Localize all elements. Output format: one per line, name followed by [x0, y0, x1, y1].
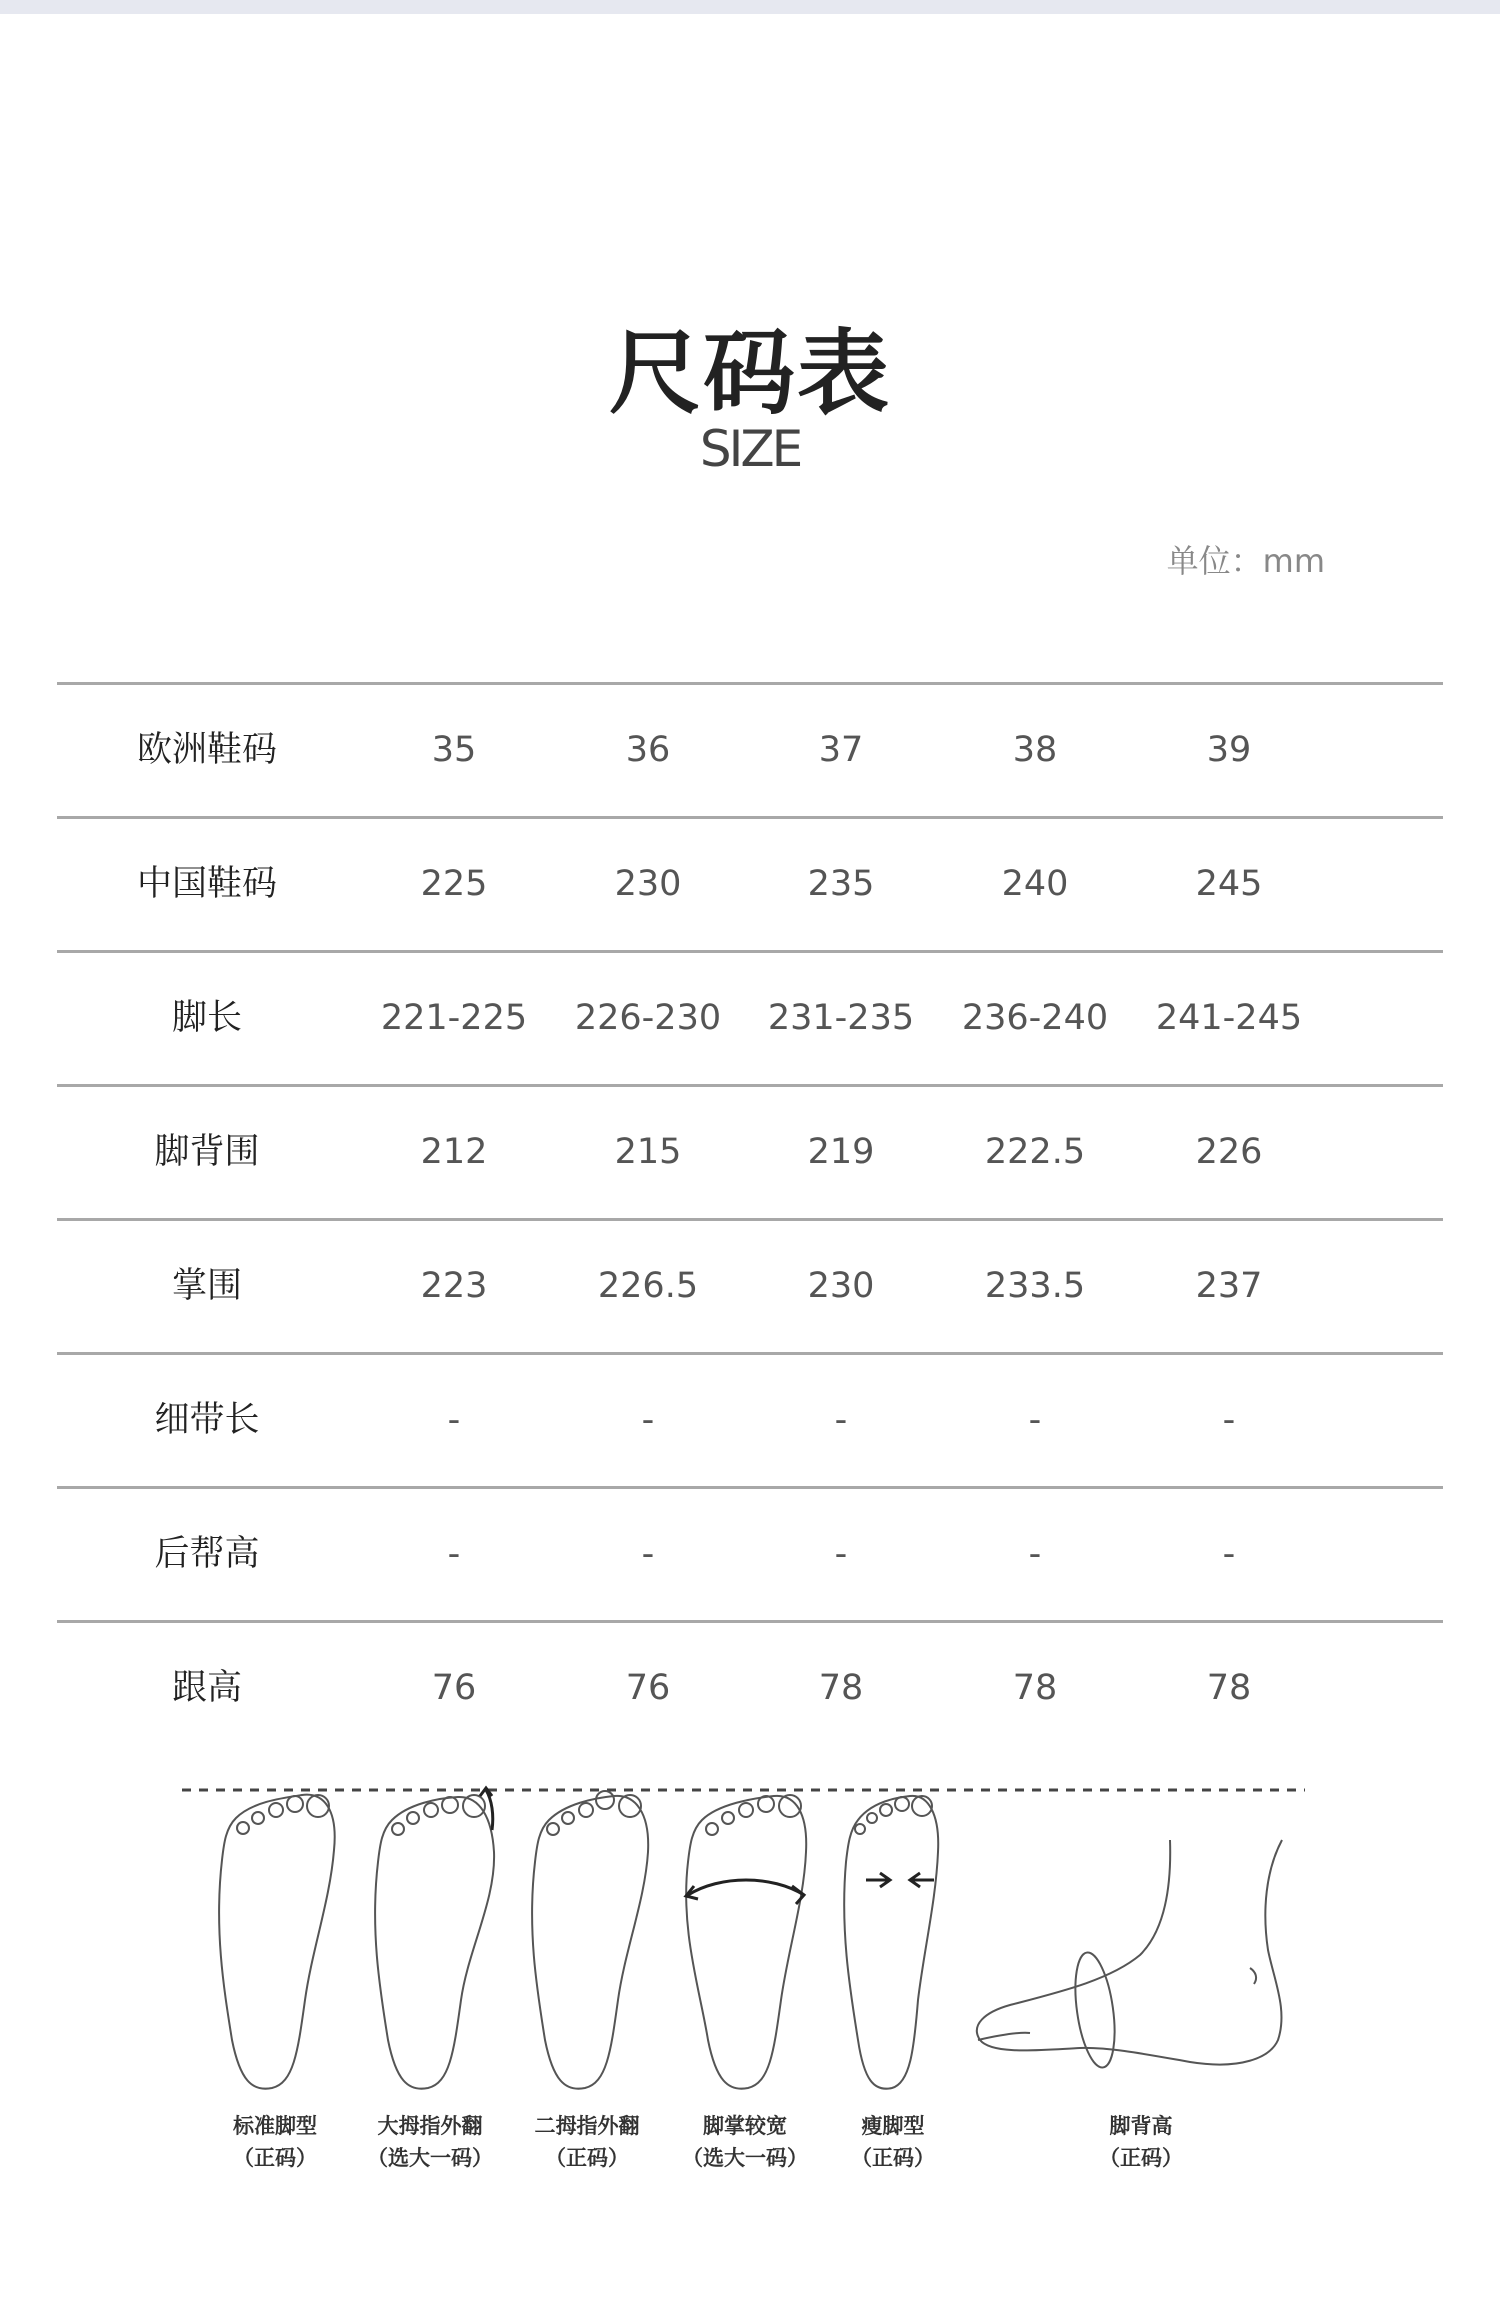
table-row-heel-counter — [57, 1486, 1443, 1620]
standard-foot-icon — [219, 1795, 335, 2089]
table-cell: 226-230 — [574, 998, 722, 1038]
unit-label: 单位：mm — [1166, 542, 1325, 580]
foot-type-label: 二拇指外翻 （正码） — [534, 2114, 640, 2170]
foot-type-label: 脚掌较宽 （选大一码） — [682, 2114, 808, 2170]
table-cell: 36 — [625, 730, 671, 770]
table-cell: 76 — [431, 1668, 477, 1708]
table-cell: - — [447, 1400, 461, 1440]
table-cell: 226 — [1195, 1132, 1263, 1172]
table-row-foot-length — [57, 950, 1443, 1084]
table-cell: 236-240 — [961, 998, 1109, 1038]
table-row-heel-height — [57, 1620, 1443, 1754]
table-cell: 226.5 — [597, 1266, 699, 1306]
table-row-instep — [57, 1084, 1443, 1218]
table-cell: - — [1222, 1400, 1236, 1440]
table-cell: - — [834, 1534, 848, 1574]
table-cell: - — [641, 1534, 655, 1574]
table-cell: 215 — [614, 1132, 682, 1172]
table-cell: - — [1222, 1534, 1236, 1574]
table-cell: 219 — [807, 1132, 875, 1172]
page-title: 尺码表 — [608, 320, 891, 427]
table-row-strap — [57, 1352, 1443, 1486]
second-toe-foot-icon — [532, 1791, 648, 2089]
table-row-cn-size — [57, 816, 1443, 950]
table-cell: 35 — [431, 730, 477, 770]
table-row-eu-size — [57, 682, 1443, 816]
narrow-foot-icon — [844, 1796, 938, 2089]
row-label: 中国鞋码 — [136, 864, 277, 904]
table-cell: 78 — [818, 1668, 864, 1708]
foot-type-label: 标准脚型 （正码） — [233, 2114, 317, 2170]
table-cell: 245 — [1195, 864, 1263, 904]
table-cell: - — [1028, 1534, 1042, 1574]
foot-type-label: 大拇指外翻 （选大一码） — [367, 2114, 493, 2170]
table-cell: 233.5 — [984, 1266, 1086, 1306]
table-cell: 222.5 — [984, 1132, 1086, 1172]
table-cell: 76 — [625, 1668, 671, 1708]
table-cell: 230 — [614, 864, 682, 904]
table-cell: 240 — [1001, 864, 1069, 904]
table-cell: - — [1028, 1400, 1042, 1440]
wide-foot-icon — [686, 1795, 806, 2089]
table-cell: 37 — [818, 730, 864, 770]
table-cell: 78 — [1206, 1668, 1252, 1708]
row-label: 欧洲鞋码 — [136, 730, 277, 770]
table-cell: 221-225 — [380, 998, 528, 1038]
table-cell: - — [447, 1534, 461, 1574]
table-cell: 235 — [807, 864, 875, 904]
table-cell: 225 — [420, 864, 488, 904]
foot-type-label: 脚背高 （正码） — [1099, 2114, 1183, 2170]
size-table — [57, 682, 1443, 1754]
table-cell: 241-245 — [1155, 998, 1303, 1038]
bunion-foot-icon — [375, 1788, 494, 2089]
table-cell: 78 — [1012, 1668, 1058, 1708]
top-bar — [0, 0, 1500, 14]
table-cell: 39 — [1206, 730, 1252, 770]
table-cell: 237 — [1195, 1266, 1263, 1306]
row-label: 脚长 — [171, 998, 242, 1038]
foot-type-label: 瘦脚型 （正码） — [851, 2114, 935, 2170]
table-row-ball — [57, 1218, 1443, 1352]
table-cell: - — [834, 1400, 848, 1440]
table-cell: 212 — [420, 1132, 488, 1172]
table-cell: 38 — [1012, 730, 1058, 770]
row-label: 脚背围 — [154, 1132, 260, 1172]
row-label: 掌围 — [171, 1266, 242, 1306]
table-cell: 223 — [420, 1266, 488, 1306]
table-cell: 231-235 — [767, 998, 915, 1038]
row-label: 跟高 — [171, 1668, 242, 1708]
row-label: 后帮高 — [154, 1534, 260, 1574]
high-instep-foot-icon — [977, 1840, 1282, 2070]
row-label: 细带长 — [154, 1400, 260, 1440]
table-cell: 230 — [807, 1266, 875, 1306]
table-cell: - — [641, 1400, 655, 1440]
page-subtitle: SIZE — [699, 420, 801, 478]
